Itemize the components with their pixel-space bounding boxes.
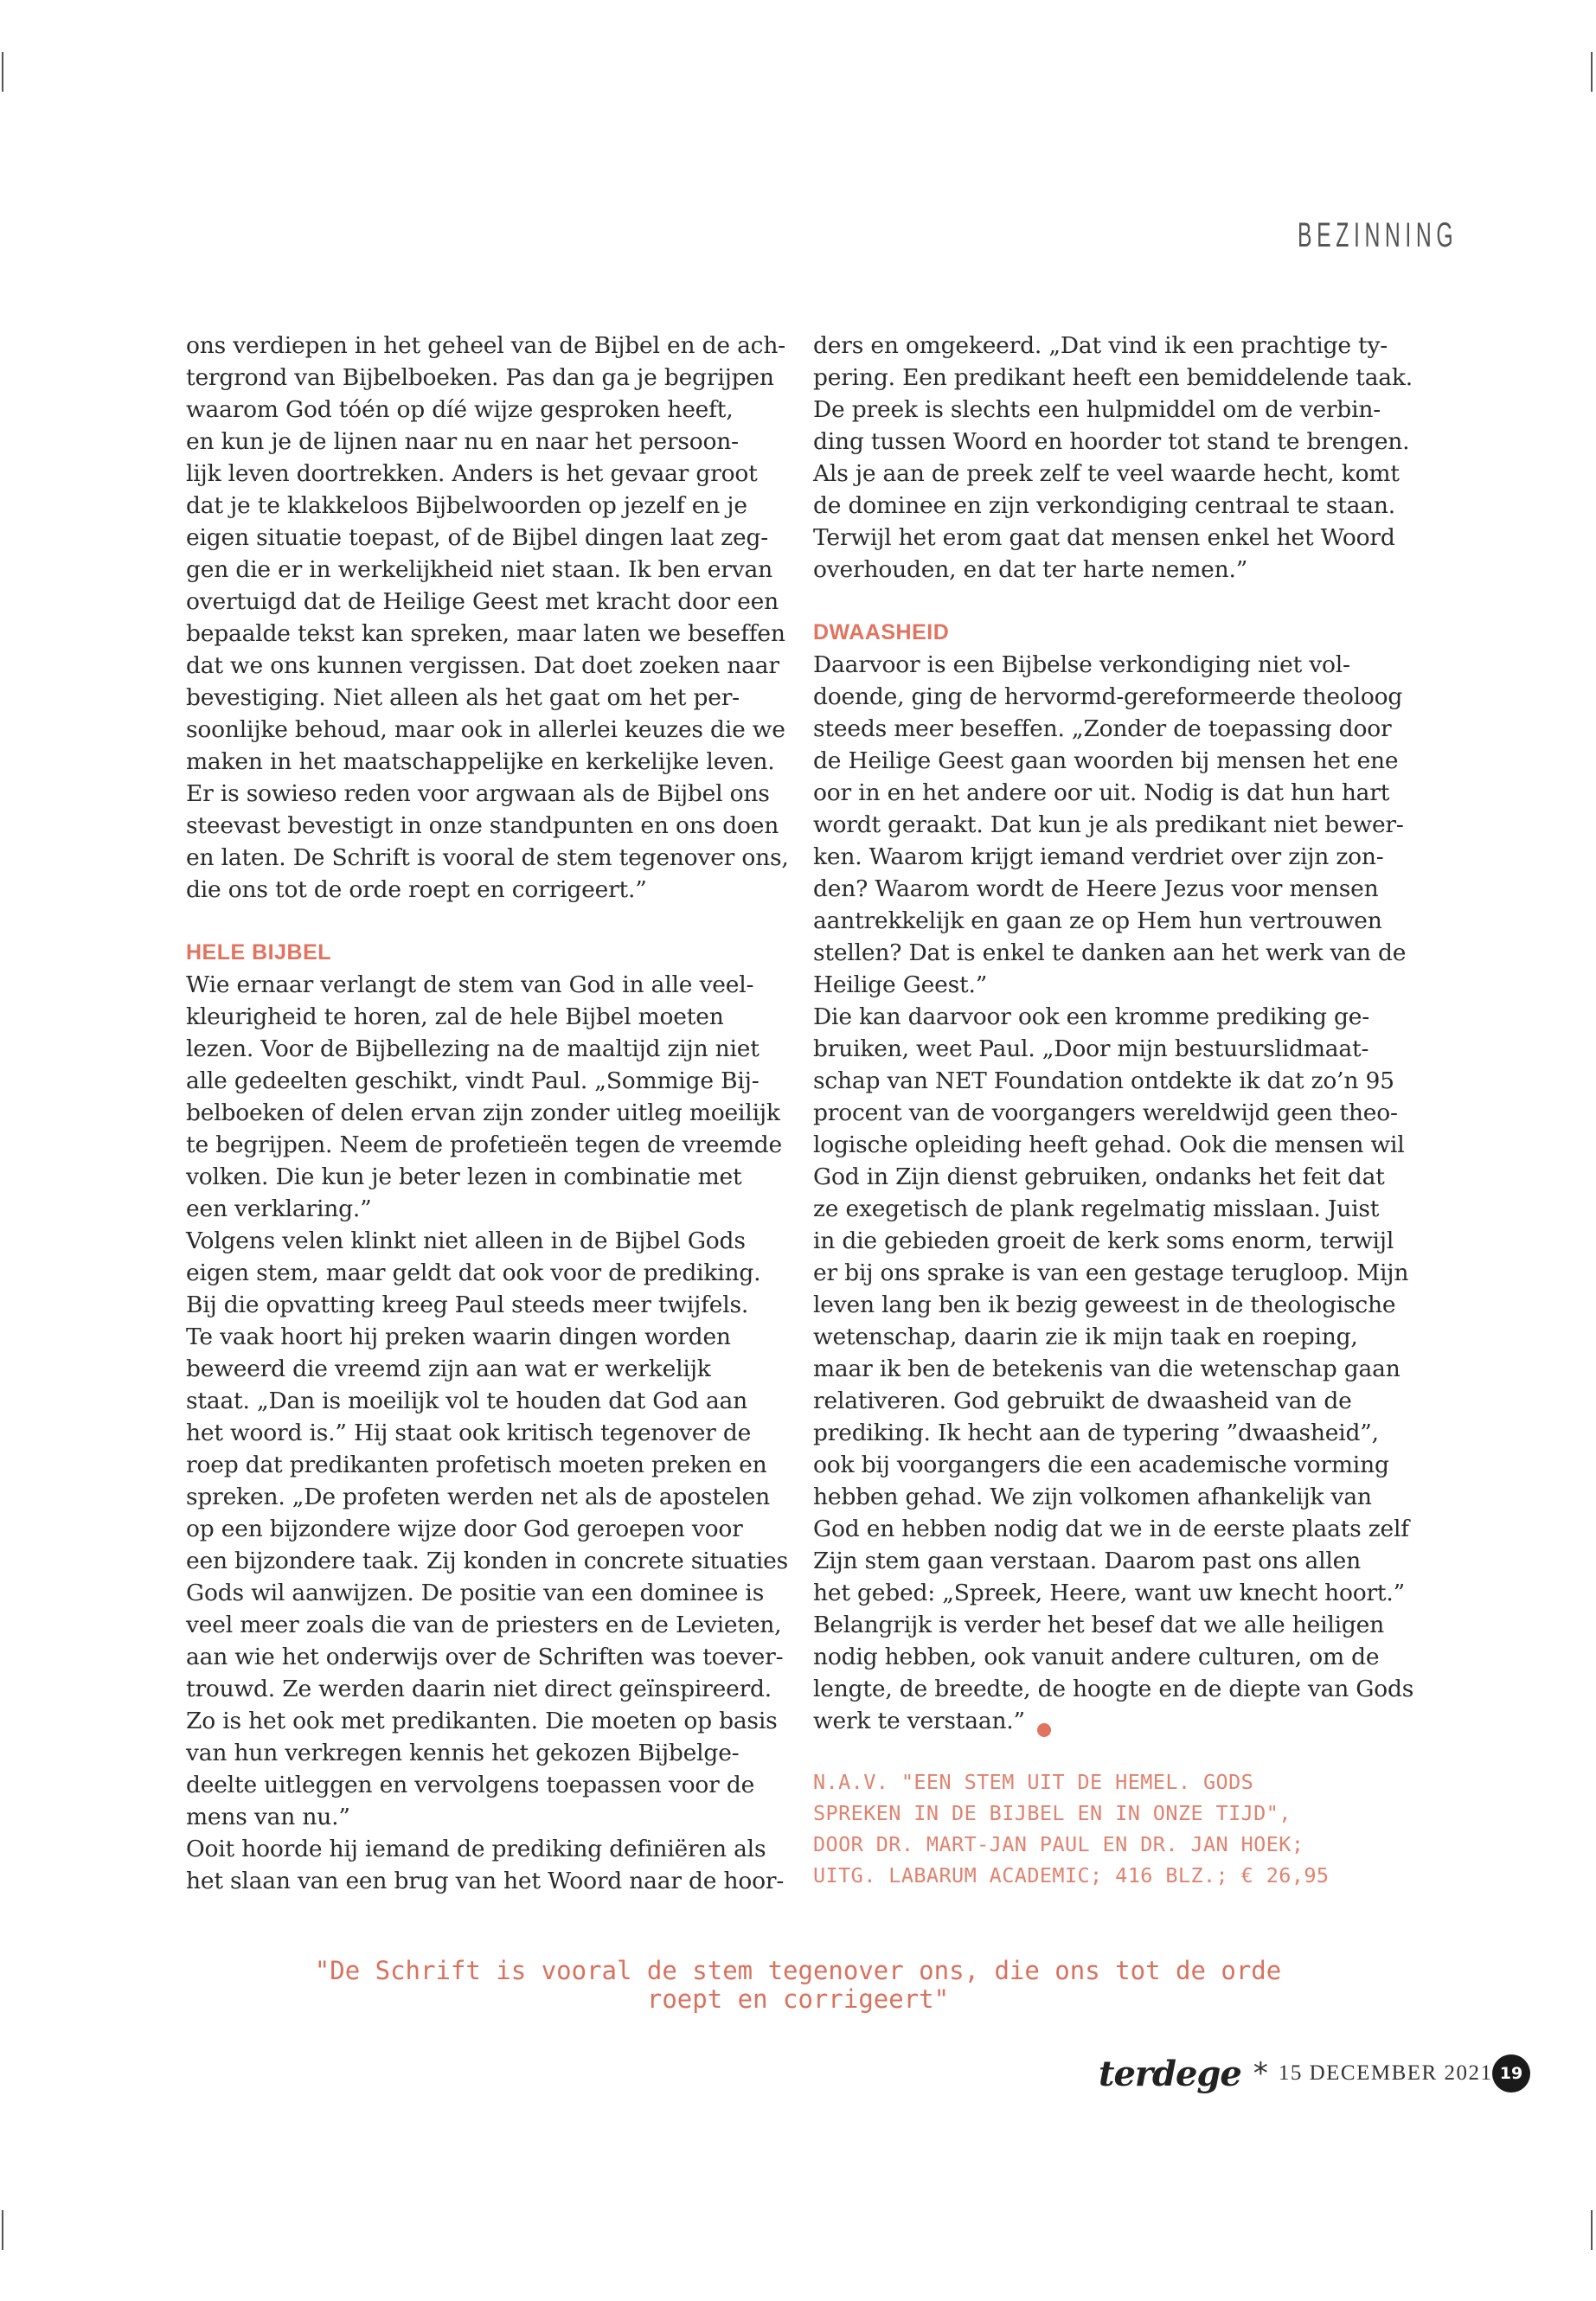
crop-mark xyxy=(2,2210,3,2250)
end-mark-icon xyxy=(1037,1723,1051,1737)
text-line: overtuigd dat de Heilige Geest met kracht door een xyxy=(186,588,779,615)
text-line: in die gebieden groeit de kerk soms enorm, terwijl xyxy=(813,1227,1394,1254)
text-line: Wie ernaar verlangt de stem van God in alle veel- xyxy=(186,971,754,998)
text-line: het slaan van een brug van het Woord naar de hoor- xyxy=(186,1868,785,1894)
crop-mark xyxy=(1591,52,1593,92)
text-line: maar ik ben de betekenis van die wetenschap gaan xyxy=(813,1356,1401,1382)
text-line: eigen stem, maar geldt dat ook voor de prediking. xyxy=(186,1259,761,1286)
pull-quote xyxy=(173,1957,1423,2014)
text-line: een bijzondere taak. Zij konden in concrete situaties xyxy=(186,1548,788,1574)
text-line: Heilige Geest.” xyxy=(813,971,988,998)
text-line: Gods wil aanwijzen. De positie van een dominee is xyxy=(186,1580,765,1606)
text-line: De preek is slechts een hulpmiddel om de verbin- xyxy=(813,396,1381,423)
text-line: een verklaring.” xyxy=(186,1195,372,1222)
text-line: pering. Een predikant heeft een bemiddelende taak. xyxy=(813,364,1413,391)
text-line: die ons tot de orde roept en corrigeert.” xyxy=(186,876,647,903)
text-line: overhouden, en dat ter harte nemen.” xyxy=(813,556,1248,583)
text-line: Daarvoor is een Bijbelse verkondiging niet vol- xyxy=(813,651,1350,678)
text-line: spreken. „De profeten werden net als de apostelen xyxy=(186,1484,770,1510)
text-line: van hun verkregen kennis het gekozen Bijbelge- xyxy=(186,1740,740,1766)
crop-mark xyxy=(2,52,3,92)
text-line: Belangrijk is verder het besef dat we alle heiligen xyxy=(813,1612,1385,1638)
issue-date: 15 DECEMBER 2021 xyxy=(1278,2061,1493,2085)
text-line: bruiken, weet Paul. „Door mijn bestuurslidmaat- xyxy=(813,1035,1369,1062)
closing-line: werk te verstaan.” xyxy=(813,1708,1025,1734)
text-line: hebben gehad. We zijn volkomen afhankelijk van xyxy=(813,1484,1372,1510)
text-line: nodig hebben, ook vanuit andere culturen, om de xyxy=(813,1644,1380,1670)
text-line: roep dat predikanten profetisch moeten preken en xyxy=(186,1452,767,1478)
text-line: ze exegetisch de plank regelmatig misslaan. Juist xyxy=(813,1195,1380,1222)
citation-line: N.A.V. "EEN STEM UIT DE HEMEL. GODS xyxy=(813,1770,1254,1794)
text-line: Volgens velen klinkt niet alleen in de Bijbel Gods xyxy=(186,1227,746,1254)
text-line: soonlijke behoud, maar ook in allerlei keuzes die we xyxy=(186,716,785,743)
text-line: God en hebben nodig dat we in de eerste plaats zelf xyxy=(813,1516,1409,1542)
text-line: procent van de voorgangers wereldwijd geen theo- xyxy=(813,1099,1398,1126)
text-line: belboeken of delen ervan zijn zonder uitleg moeilijk xyxy=(186,1099,780,1126)
text-line: de Heilige Geest gaan woorden bij mensen het ene xyxy=(813,747,1399,774)
text-line: doende, ging de hervormd-gereformeerde theoloog xyxy=(813,683,1403,710)
text-line: lijk leven doortrekken. Anders is het gevaar groot xyxy=(186,460,758,487)
subheading-dwaasheid: DWAASHEID xyxy=(813,620,950,644)
text-line: ding tussen Woord en hoorder tot stand te brengen. xyxy=(813,428,1410,455)
text-line: schap van NET Foundation ontdekte ik dat zo’n 95 xyxy=(813,1067,1394,1094)
text-line: logische opleiding heeft gehad. Ook die mensen wil xyxy=(813,1131,1405,1158)
text-line: relativeren. God gebruikt de dwaasheid van de xyxy=(813,1388,1352,1414)
text-line: prediking. Ik hecht aan de typering ”dwaasheid”, xyxy=(813,1420,1379,1446)
subheading-hele-bijbel: HELE BIJBEL xyxy=(186,940,332,965)
text-line: oor in en het andere oor uit. Nodig is dat hun hart xyxy=(813,779,1390,806)
section-label: BEZINNING xyxy=(1298,216,1458,254)
page-number: 19 xyxy=(1492,2054,1530,2093)
citation-line: SPREKEN IN DE BIJBEL EN IN ONZE TIJD", xyxy=(813,1801,1292,1825)
text-line: en kun je de lijnen naar nu en naar het persoon- xyxy=(186,428,739,455)
text-line: eigen situatie toepast, of de Bijbel dingen laat zeg- xyxy=(186,524,768,551)
text-line: aantrekkelijk en gaan ze op Hem hun vertrouwen xyxy=(813,907,1382,934)
text-line: Zijn stem gaan verstaan. Daarom past ons allen xyxy=(813,1548,1362,1574)
text-line: het gebed: „Spreek, Heere, want uw knecht hoort.” xyxy=(813,1580,1405,1606)
text-line: God in Zijn dienst gebruiken, ondanks het feit dat xyxy=(813,1163,1385,1190)
text-line: waarom God tóén op díé wijze gesproken heeft, xyxy=(186,396,734,423)
text-line: te begrijpen. Neem de profetieën tegen de vreemde xyxy=(186,1131,783,1158)
text-line: volken. Die kun je beter lezen in combinatie met xyxy=(186,1163,742,1190)
text-line: wordt geraakt. Dat kun je als predikant niet bewer- xyxy=(813,811,1404,838)
citation-line: UITG. LABARUM ACADEMIC; 416 BLZ.; € 26,95 xyxy=(813,1863,1330,1888)
text-line: lengte, de breedte, de hoogte en de diepte van Gods xyxy=(813,1676,1414,1702)
right-column xyxy=(813,330,1414,1891)
text-line: ons verdiepen in het geheel van de Bijbel en de ach- xyxy=(186,332,785,359)
text-line: Die kan daarvoor ook een kromme prediking ge- xyxy=(813,1003,1370,1030)
text-line: steevast bevestigt in onze standpunten en ons doen xyxy=(186,812,779,839)
text-line: er bij ons sprake is van een gestage terugloop. Mijn xyxy=(813,1259,1409,1286)
paragraph xyxy=(186,330,789,906)
text-line: leven lang ben ik bezig geweest in de theologische xyxy=(813,1292,1396,1318)
paragraph xyxy=(813,649,1414,1705)
text-line: Te vaak hoort hij preken waarin dingen worden xyxy=(186,1324,731,1350)
text-line: alle gedeelten geschikt, vindt Paul. „Sommige Bij- xyxy=(186,1067,760,1094)
text-line: den? Waarom wordt de Heere Jezus voor mensen xyxy=(813,875,1379,902)
text-line: trouwd. Ze werden daarin niet direct geïnspireerd. xyxy=(186,1676,772,1702)
text-line: ders en omgekeerd. „Dat vind ik een prachtige ty- xyxy=(813,332,1388,359)
text-line: aan wie het onderwijs over de Schriften was toever- xyxy=(186,1644,784,1670)
text-line: ken. Waarom krijgt iemand verdriet over zijn zon- xyxy=(813,843,1384,870)
text-line: Terwijl het erom gaat dat mensen enkel het Woord xyxy=(813,524,1395,551)
text-line: Als je aan de preek zelf te veel waarde hecht, komt xyxy=(813,460,1400,487)
text-line: Bij die opvatting kreeg Paul steeds meer twijfels. xyxy=(186,1292,749,1318)
text-line: lezen. Voor de Bijbellezing na de maaltijd zijn niet xyxy=(186,1035,760,1062)
book-citation xyxy=(813,1766,1410,1891)
paragraph xyxy=(813,330,1413,586)
text-line: ook bij voorgangers die een academische vorming xyxy=(813,1452,1389,1478)
text-line: veel meer zoals die van de priesters en de Levieten, xyxy=(186,1612,782,1638)
text-line: stellen? Dat is enkel te danken aan het werk van de xyxy=(813,939,1407,966)
magazine-logo: terdege xyxy=(1099,2053,1241,2094)
citation-line: DOOR DR. MART-JAN PAUL EN DR. JAN HOEK; xyxy=(813,1832,1304,1856)
text-line xyxy=(813,1705,1410,1737)
quote-line: roept en corrigeert" xyxy=(646,1984,950,2014)
text-line: wetenschap, daarin zie ik mijn taak en roeping, xyxy=(813,1324,1358,1350)
crop-mark xyxy=(1591,2210,1593,2250)
text-line: beweerd die vreemd zijn aan wat er werkelijk xyxy=(186,1356,711,1382)
text-line: op een bijzondere wijze door God geroepen voor xyxy=(186,1516,743,1542)
text-line: kleurigheid te horen, zal de hele Bijbel moeten xyxy=(186,1003,724,1030)
text-line: het woord is.” Hij staat ook kritisch tegenover de xyxy=(186,1420,752,1446)
text-line: dat je te klakkeloos Bijbelwoorden op jezelf en je xyxy=(186,492,747,519)
text-line: gen die er in werkelijkheid niet staan. Ik ben ervan xyxy=(186,556,772,583)
paragraph xyxy=(186,969,788,1897)
text-line: deelte uitleggen en vervolgens toepassen voor de xyxy=(186,1772,755,1798)
text-line: Er is sowieso reden voor argwaan als de Bijbel ons xyxy=(186,780,770,807)
text-line: steeds meer beseffen. „Zonder de toepassing door xyxy=(813,715,1392,742)
left-column xyxy=(186,330,789,1897)
text-line: bevestiging. Niet alleen als het gaat om het per- xyxy=(186,684,740,711)
text-line: dat we ons kunnen vergissen. Dat doet zoeken naar xyxy=(186,652,779,679)
text-line: en laten. De Schrift is vooral de stem tegenover ons, xyxy=(186,844,789,871)
footer xyxy=(1099,2052,1492,2095)
text-line: Zo is het ook met predikanten. Die moeten op basis xyxy=(186,1708,778,1734)
text-line: bepaalde tekst kan spreken, maar laten we beseffen xyxy=(186,620,785,647)
asterisk-separator-icon: * xyxy=(1253,2056,1268,2091)
text-line: mens van nu.” xyxy=(186,1804,350,1830)
quote-line: "De Schrift is vooral de stem tegenover ons, die ons tot de orde xyxy=(314,1956,1282,1985)
text-line: Ooit hoorde hij iemand de prediking definiëren als xyxy=(186,1836,766,1862)
text-line: staat. „Dan is moeilijk vol te houden dat God aan xyxy=(186,1388,748,1414)
text-line: maken in het maatschappelijke en kerkelijke leven. xyxy=(186,748,775,775)
text-line: de dominee en zijn verkondiging centraal te staan. xyxy=(813,492,1395,519)
text-line: tergrond van Bijbelboeken. Pas dan ga je begrijpen xyxy=(186,364,774,391)
